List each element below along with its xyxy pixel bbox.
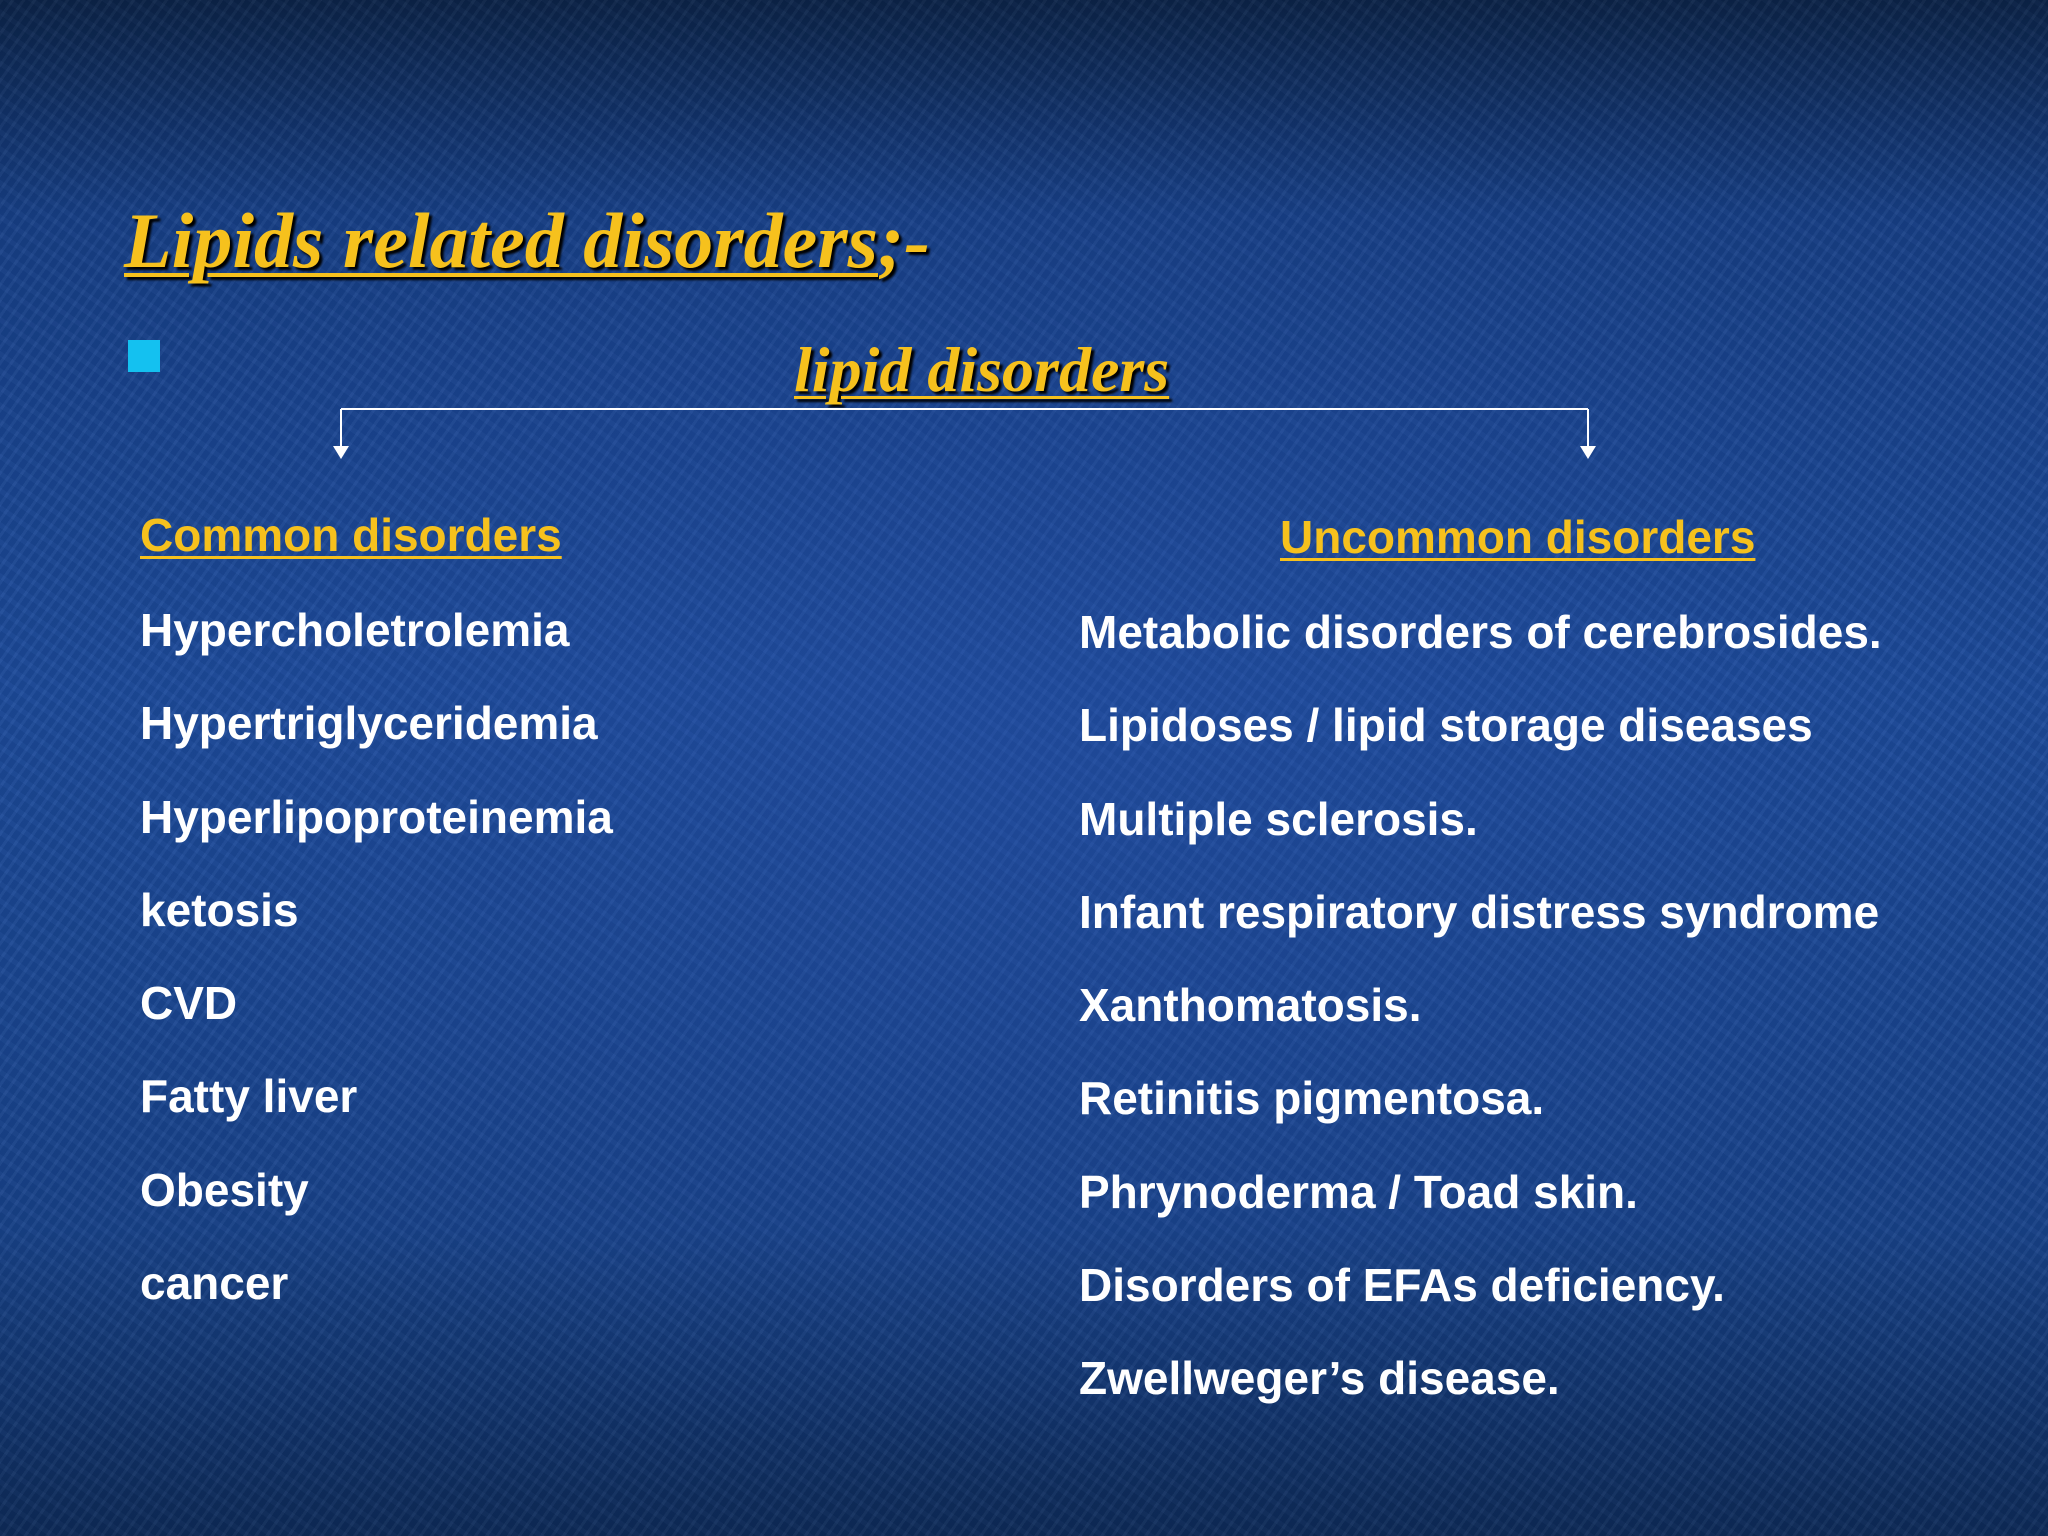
list-item: Hypertriglyceridemia <box>140 697 598 750</box>
list-item: Infant respiratory distress syndrome <box>1079 885 1880 938</box>
list-item: Xanthomatosis. <box>1079 979 1422 1032</box>
arrow-down-right-icon <box>1580 446 1596 459</box>
slide-title-suffix: ;- <box>878 197 930 284</box>
list-item: Obesity <box>140 1163 309 1216</box>
list-item: Lipidoses / lipid storage diseases <box>1079 699 1813 752</box>
common-disorders-list <box>140 584 613 1330</box>
slide-title-text: Lipids related disorders <box>124 197 878 284</box>
list-item: Hyperlipoproteinemia <box>140 790 613 843</box>
diagram-root-label: lipid disorders <box>794 334 1170 405</box>
list-item: Phrynoderma / Toad skin. <box>1079 1165 1638 1218</box>
list-item: Multiple sclerosis. <box>1079 792 1478 845</box>
list-item: Fatty liver <box>140 1070 358 1123</box>
uncommon-disorders-heading: Uncommon disorders <box>1280 511 1756 563</box>
arrow-down-left-icon <box>333 446 349 459</box>
common-disorders-heading: Common disorders <box>140 509 562 561</box>
list-item: Hypercholetrolemia <box>140 604 570 656</box>
list-item: Metabolic disorders of cerebrosides. <box>1079 606 1882 658</box>
list-item: Zwellweger’s disease. <box>1079 1352 1560 1405</box>
list-item: cancer <box>140 1257 289 1310</box>
list-item: Disorders of EFAs deficiency. <box>1079 1259 1725 1312</box>
list-item: CVD <box>140 977 238 1030</box>
list-item: Retinitis pigmentosa. <box>1079 1072 1545 1125</box>
list-item: ketosis <box>140 883 299 936</box>
uncommon-disorders-list <box>1079 586 1882 1426</box>
